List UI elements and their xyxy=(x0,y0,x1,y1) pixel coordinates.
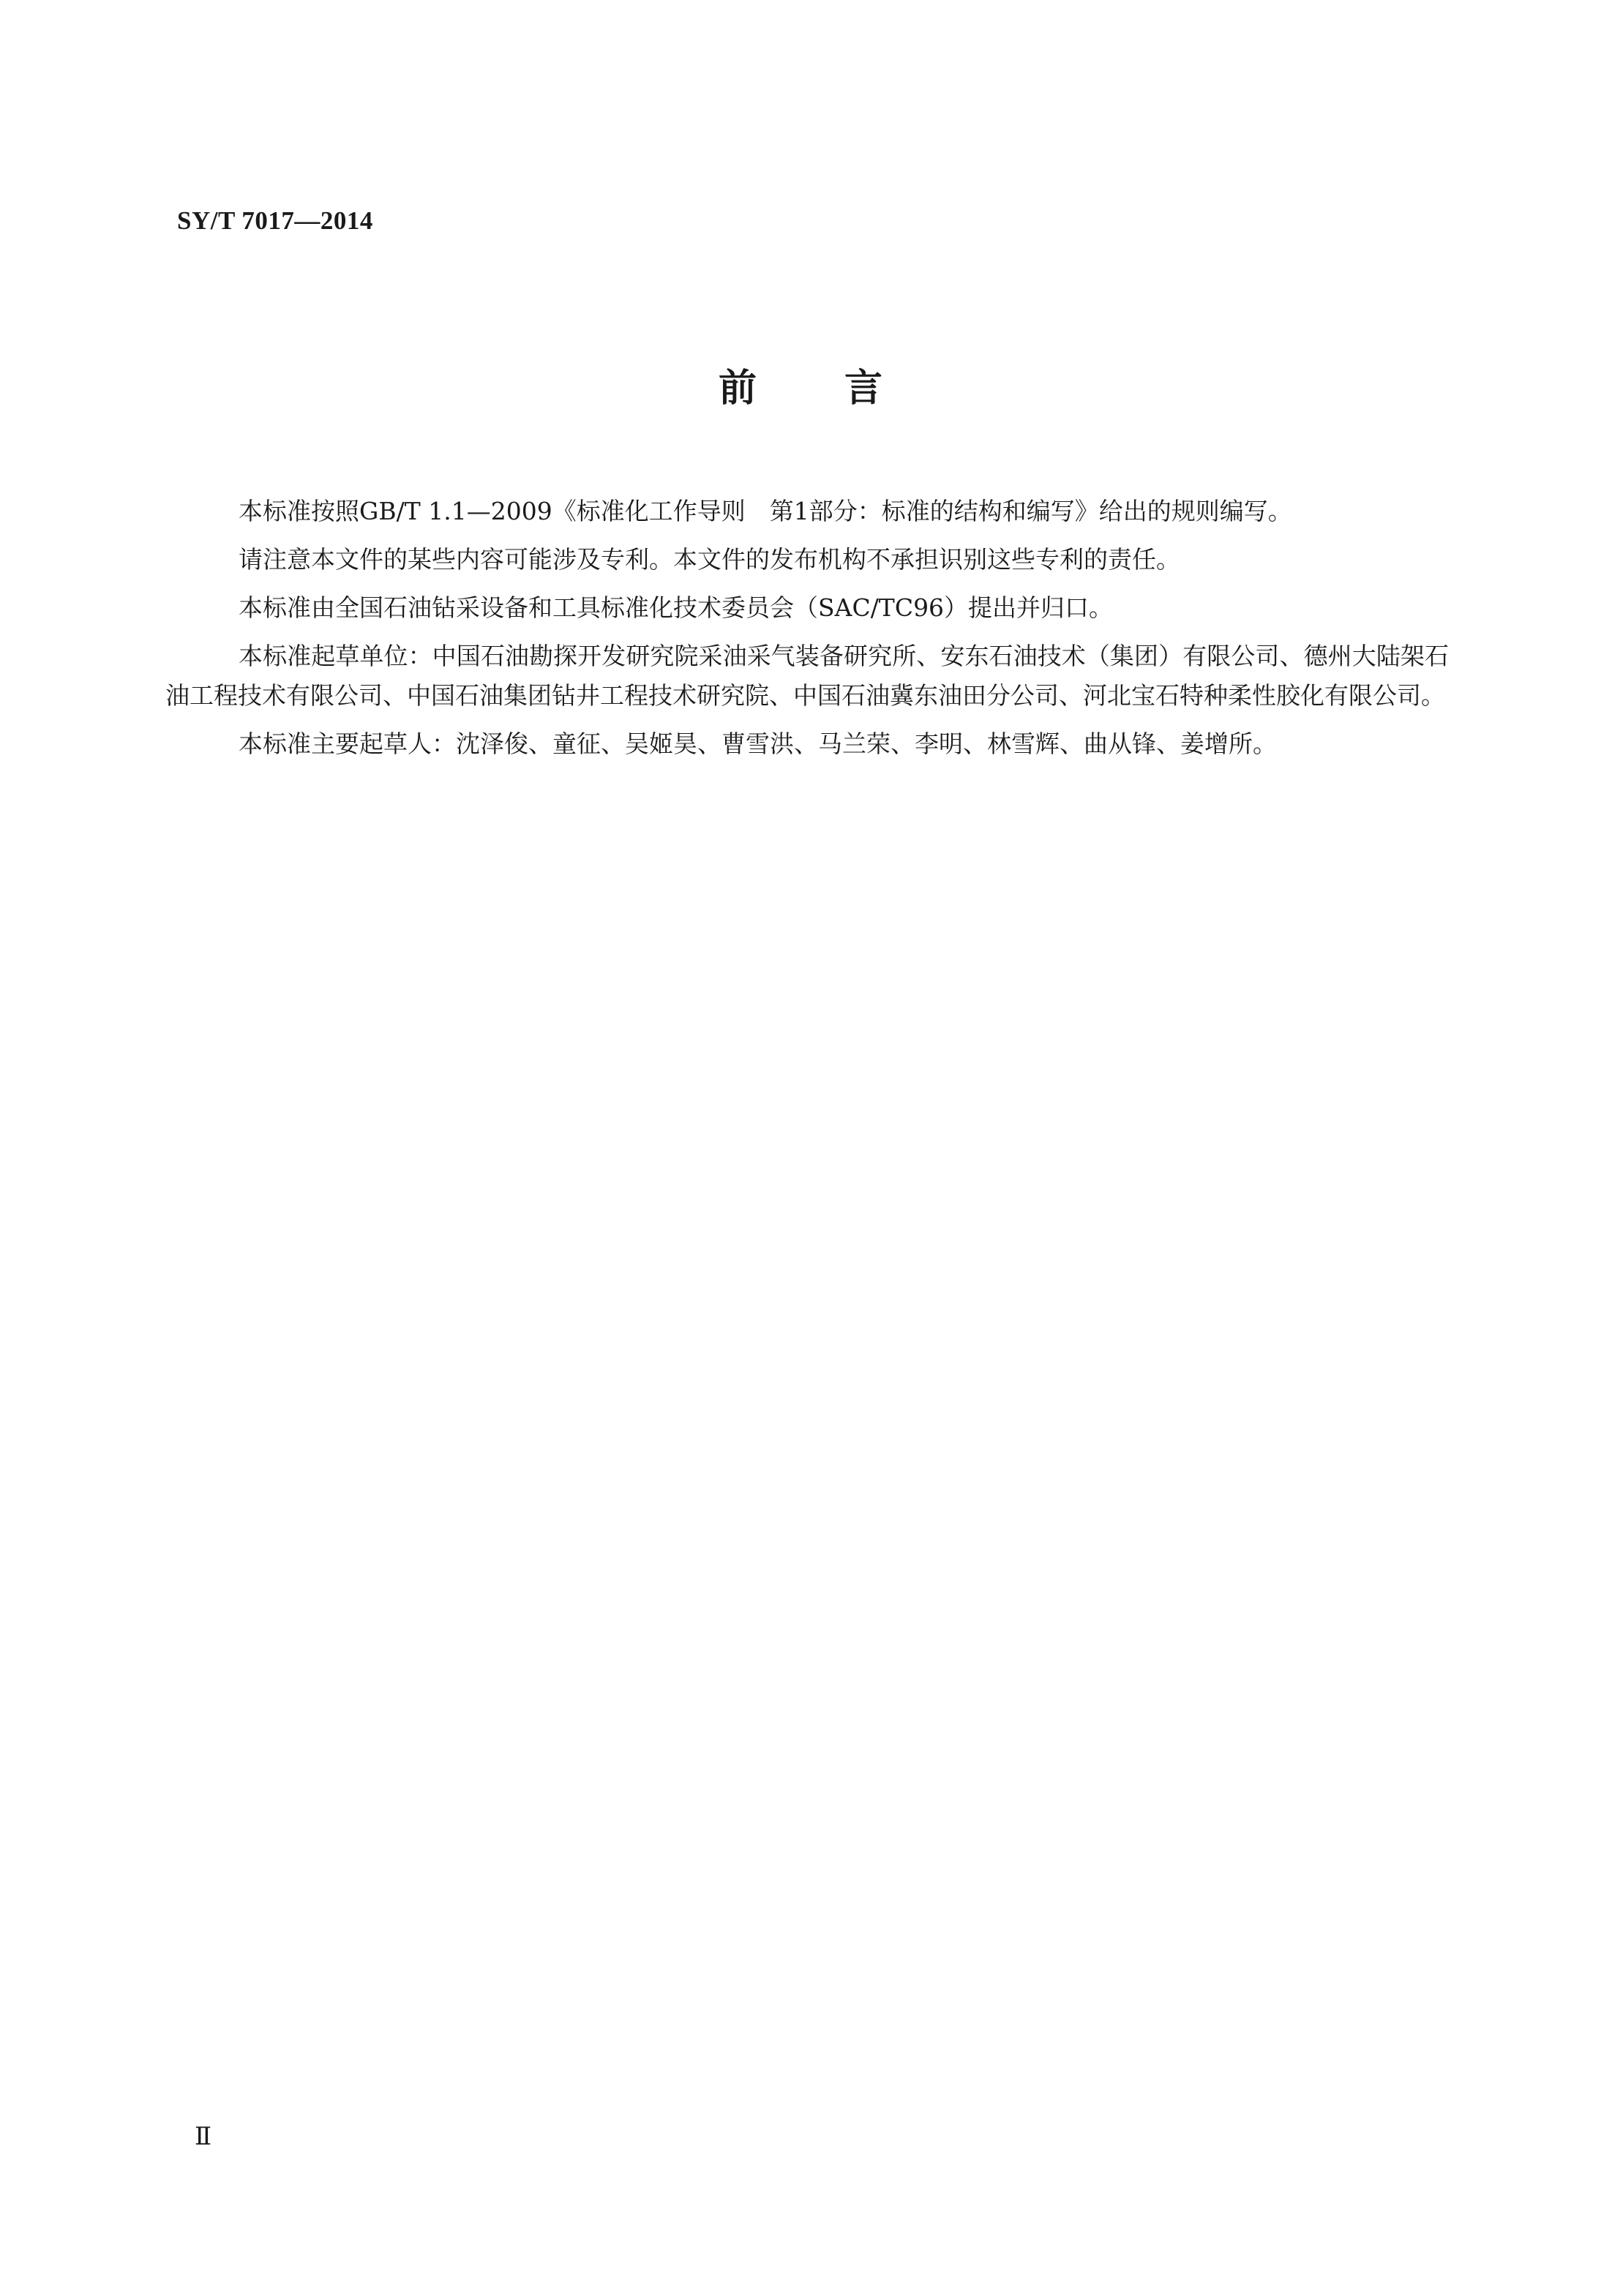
paragraph-drafting-units: 本标准起草单位：中国石油勘探开发研究院采油采气装备研究所、安东石油技术（集团）有限公司、德州大陆架石油工程技术有限公司、中国石油集团钻井工程技术研究院、中国石油冀东油田分公司、河北宝石特种柔性胶化有限公司。 xyxy=(165,642,1449,710)
page-title xyxy=(0,357,1601,412)
title-char-2: 言 xyxy=(844,367,883,410)
paragraph-patent-notice: 请注意本文件的某些内容可能涉及专利。本文件的发布机构不承担识别这些专利的责任。 xyxy=(239,545,1180,574)
page-number: Ⅱ xyxy=(195,2123,212,2150)
standard-code: SY/T 7017—2014 xyxy=(177,206,373,235)
title-char-1: 前 xyxy=(718,367,757,410)
paragraph-drafting-rules: 本标准按照GB/T 1.1—2009《标准化工作导则 第1部分：标准的结构和编写》给出的规则编写。 xyxy=(239,497,1292,525)
paragraph-proposer: 本标准由全国石油钻采设备和工具标准化技术委员会（SAC/TC96）提出并归口。 xyxy=(239,593,1114,622)
foreword-body xyxy=(165,492,1449,773)
paragraph-drafters: 本标准主要起草人：沈泽俊、童征、吴姬昊、曹雪洪、马兰荣、李明、林雪辉、曲从锋、姜增所。 xyxy=(239,729,1277,758)
